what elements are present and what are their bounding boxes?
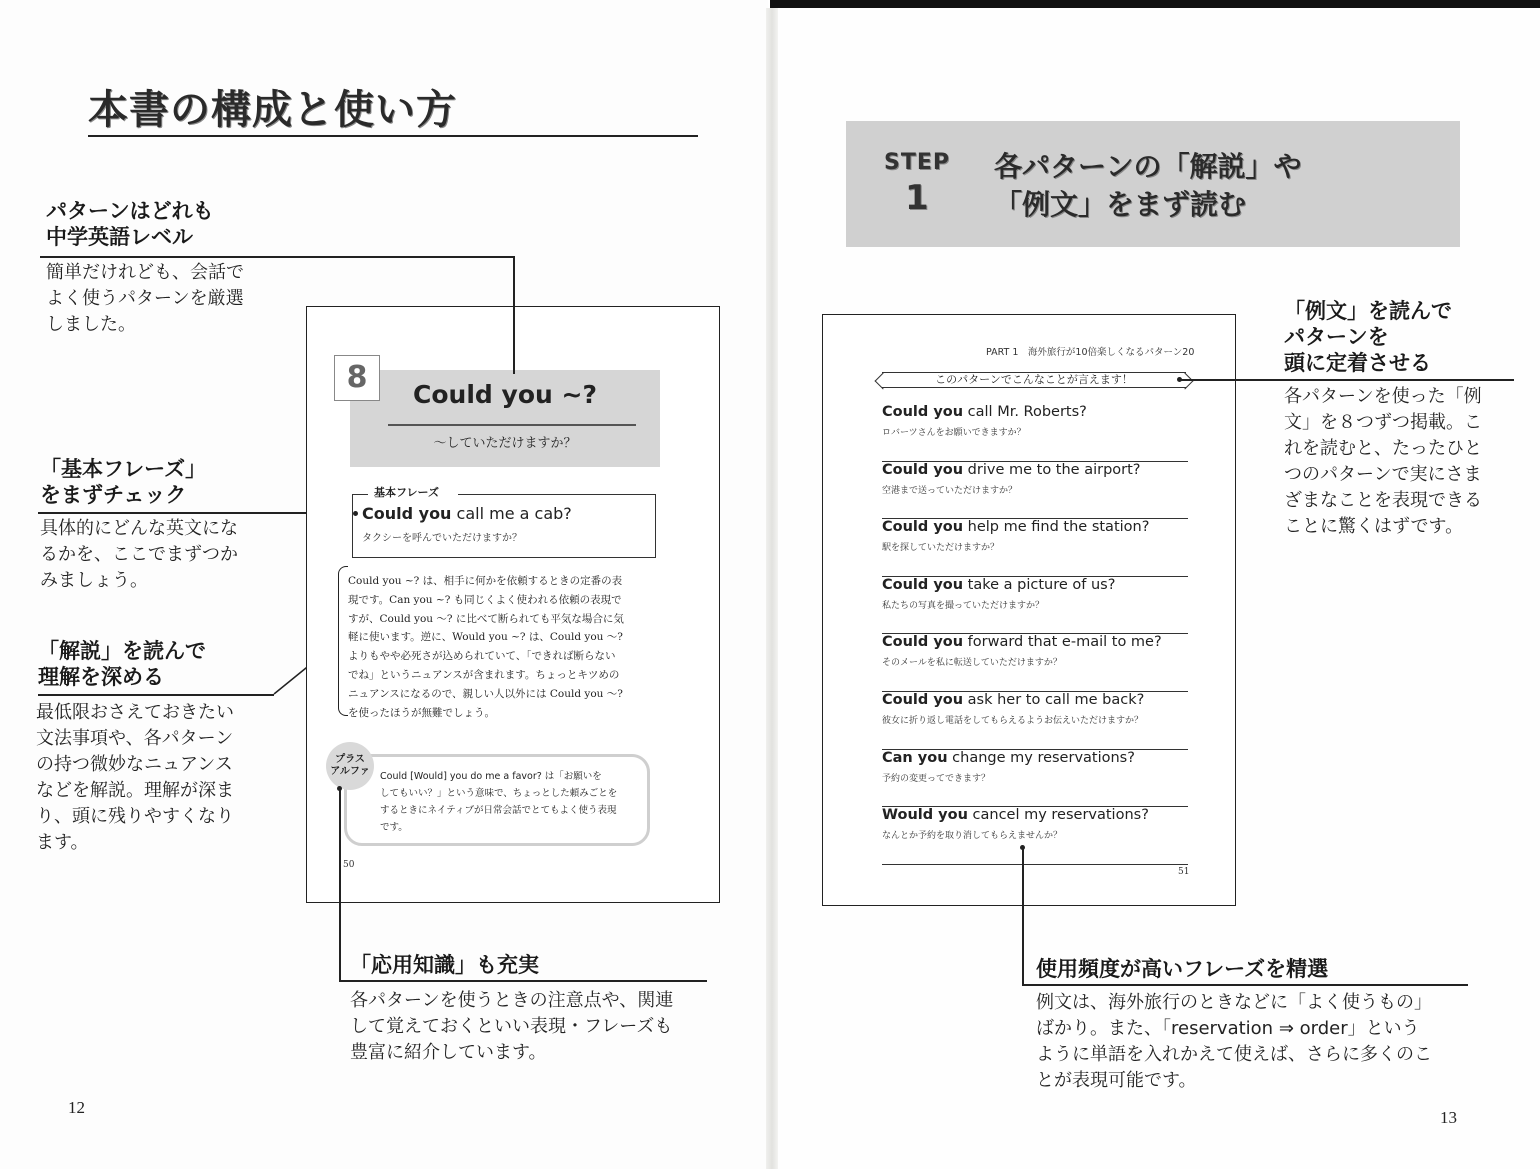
text-line: 軽に使います。逆に、Would you ~? は、Could you ～?: [348, 631, 623, 644]
example-item: [882, 692, 1188, 750]
leader-line: [513, 256, 515, 374]
heading-line: パターンを: [1284, 325, 1389, 349]
badge-line: プラス: [335, 754, 365, 765]
heading-line: 「解説」を読んで: [38, 639, 206, 663]
example-item: [882, 462, 1188, 520]
callout-frequency-body: [1036, 990, 1432, 1094]
callout-frequency-heading: 使用頻度が高いフレーズを精選: [1036, 957, 1329, 981]
text-line: ニュアンスになるので、親しい人以外には Could you ～?: [348, 687, 623, 700]
body-line: 各パターンを使うときの注意点や、関連: [350, 990, 674, 1011]
heading-line: 「例文」を読んで: [1284, 299, 1452, 323]
page-number-left: 12: [68, 1098, 85, 1117]
leader-line: [1180, 379, 1514, 381]
title-underline: [88, 135, 698, 137]
explanation-text: [348, 572, 658, 722]
body-line: ことに驚くはずです。: [1284, 516, 1464, 537]
text-line: Could [Would] you do me a favor? は「お願いを: [380, 771, 602, 782]
example-japanese: 駅を探していただけますか？: [882, 543, 1000, 554]
body-line: しました。: [46, 314, 136, 335]
body-line: 具体的にどんな英文にな: [40, 518, 238, 539]
rest-part: help me find the station?: [963, 519, 1150, 536]
body-line: よく使うパターンを厳選: [46, 288, 244, 309]
pattern-number: 8: [334, 355, 380, 401]
leader-line: [1022, 848, 1024, 984]
basic-phrase-label: 基本フレーズ: [374, 486, 440, 499]
rest-part: drive me to the airport?: [963, 461, 1141, 478]
sample-page-number: 50: [343, 860, 355, 870]
example-japanese: なんとか予約を取り消してもらえませんか？: [882, 831, 1063, 842]
leader-line: [40, 256, 514, 258]
example-item: [882, 807, 1188, 865]
pattern-divider: [388, 424, 636, 426]
body-line: 豊富に紹介しています。: [350, 1042, 547, 1063]
part-header: PART 1 海外旅行が10倍楽しくなるパターン20: [986, 347, 1195, 358]
example-japanese: 空港まで送っていただけますか？: [882, 485, 1018, 496]
bold-part: Can you: [882, 749, 948, 766]
callout-level-body: [46, 260, 244, 338]
heading-line: パターンはどれも: [46, 199, 214, 223]
callout-applied-heading: 「応用知識」も充実: [350, 953, 539, 977]
box-border: [352, 494, 368, 495]
rest-part: cancel my reservations?: [967, 807, 1149, 824]
leader-line: [339, 980, 707, 982]
leader-line: [1022, 984, 1468, 986]
badge-line: アルファ: [330, 766, 370, 777]
body-line: ざまなことを表現できる: [1284, 490, 1482, 511]
title-line: 各パターンの「解説」や: [994, 150, 1302, 183]
plus-alpha-text: [380, 768, 640, 836]
example-english: [882, 750, 1135, 766]
page-title: 本書の構成と使い方: [88, 87, 457, 133]
callout-explanation-body: [36, 700, 234, 856]
example-english: [882, 807, 1149, 823]
pattern-title: Could you ~?: [413, 380, 597, 409]
bold-part: Could you: [882, 519, 964, 536]
rest-part: call me a cab?: [451, 504, 572, 523]
explanation-bracket: [338, 566, 348, 716]
book-cover-edge: [770, 0, 1540, 8]
text-line: です。: [380, 822, 408, 833]
callout-applied-body: [350, 988, 673, 1066]
text-line: でね」というニュアンスが含まれます。ちょっとキツめの: [348, 668, 620, 681]
body-line: して覚えておくといい表現・フレーズも: [350, 1016, 673, 1037]
step-label: STEP: [884, 150, 951, 175]
body-line: 文」を８つずつ掲載。こ: [1284, 412, 1482, 433]
callout-basic-heading: [40, 456, 206, 508]
text-line: よりもやや必死さが込められていて、「できれば断らない: [348, 650, 616, 663]
rest-part: change my reservations?: [947, 749, 1135, 766]
rest-part: take a picture of us?: [963, 576, 1116, 593]
heading-line: 理解を深める: [38, 665, 164, 689]
body-line: り、頭に残りやすくなり: [36, 806, 234, 827]
heading-line: をまずチェック: [40, 483, 187, 507]
sample-page-number: 51: [1178, 867, 1190, 877]
example-japanese: 私たちの写真を撮っていただけますか？: [882, 600, 1045, 611]
example-item: [882, 519, 1188, 577]
book-gutter: [766, 8, 778, 1169]
body-line: 最低限おさえておきたい: [36, 702, 234, 723]
body-line: などを解説。理解が深ま: [36, 780, 234, 801]
title-line: 「例文」をまず読む: [994, 188, 1247, 221]
basic-phrase-english: [362, 504, 572, 523]
example-japanese: 予約の変更ってできます？: [882, 773, 991, 784]
example-english: [882, 577, 1115, 593]
step-number: 1: [905, 178, 929, 218]
leader-line: [339, 788, 341, 980]
body-line: 例文は、海外旅行のときなどに「よく使うもの」: [1036, 992, 1432, 1013]
text-line: 現です。Can you ~? も同じくよく使われる依頼の表現で: [348, 593, 622, 606]
examples-banner: このパターンでこんなことが言えます！: [882, 372, 1186, 388]
text-line: するときにネイティブが日常会話でとてもよく使う表現: [380, 805, 617, 816]
rest-part: forward that e-mail to me?: [963, 634, 1162, 651]
body-line: 簡単だけれども、会話で: [46, 262, 244, 283]
example-english: [882, 634, 1162, 650]
bold-part: Could you: [882, 634, 964, 651]
body-line: つのパターンで実にさま: [1284, 464, 1482, 485]
plus-alpha-badge: [326, 742, 374, 790]
callout-examples-heading: [1284, 298, 1452, 376]
rest-part: call Mr. Roberts?: [963, 404, 1087, 420]
callout-explanation-heading: [38, 638, 206, 690]
example-english: [882, 462, 1141, 478]
example-japanese: そのメールを私に転送していただけますか？: [882, 658, 1062, 669]
example-english: [882, 519, 1149, 535]
body-line: るかを、ここでまずつか: [40, 544, 238, 565]
leader-line: [38, 694, 274, 696]
example-item: [882, 750, 1188, 808]
bold-part: Could you: [362, 504, 452, 523]
bold-part: Could you: [882, 576, 964, 593]
callout-level-heading: [46, 198, 214, 250]
pattern-subtitle: ～していただけますか？: [433, 436, 577, 451]
heading-line: 「基本フレーズ」: [40, 457, 207, 481]
leader-dot: [353, 511, 358, 516]
body-line: 文法事項や、各パターン: [36, 728, 234, 749]
box-border: [458, 494, 656, 495]
body-line: とが表現可能です。: [1036, 1070, 1197, 1091]
body-line: の持つ微妙なニュアンス: [36, 754, 233, 775]
example-japanese: ロバーツさんをお願いできますか？: [882, 428, 1026, 438]
callout-examples-body: [1284, 384, 1482, 540]
text-line: Could you ~? は、相手に何かを依頼するときの定番の表: [348, 575, 623, 587]
bold-part: Could you: [882, 461, 964, 478]
bold-part: Could you: [882, 692, 964, 708]
body-line: ます。: [36, 832, 89, 853]
page-number-right: 13: [1440, 1108, 1457, 1127]
body-line: みましょう。: [40, 570, 148, 591]
step-title: [994, 148, 1301, 224]
body-line: ばかり。また、「reservation ⇒ order」という: [1036, 1018, 1420, 1039]
heading-line: 中学英語レベル: [46, 225, 193, 249]
example-japanese: 彼女に折り返し電話をしてもらえるようお伝えいただけますか？: [882, 716, 1144, 726]
example-item: [882, 577, 1188, 635]
body-line: 各パターンを使った「例: [1284, 386, 1482, 407]
text-line: すが、Could you ～? に比べて断られても平気な場合に気: [348, 612, 624, 625]
example-item: [882, 404, 1188, 462]
body-line: れを読むと、たったひと: [1284, 438, 1482, 459]
basic-phrase-japanese: タクシーを呼んでいただけますか？: [362, 533, 522, 544]
callout-basic-body: [40, 516, 238, 594]
text-line: を使ったほうが無難でしょう。: [348, 706, 495, 719]
bold-part: Would you: [882, 807, 968, 824]
example-item: [882, 634, 1188, 692]
example-english: [882, 692, 1144, 708]
rest-part: ask her to call me back?: [963, 692, 1145, 708]
body-line: ように単語を入れかえて使えば、さらに多くのこ: [1036, 1044, 1432, 1065]
heading-line: 頭に定着させる: [1284, 351, 1431, 375]
text-line: してもいい？」という意味で、ちょっとした頼みごとを: [380, 788, 618, 799]
example-english: [882, 404, 1087, 420]
bold-part: Could you: [882, 404, 964, 420]
